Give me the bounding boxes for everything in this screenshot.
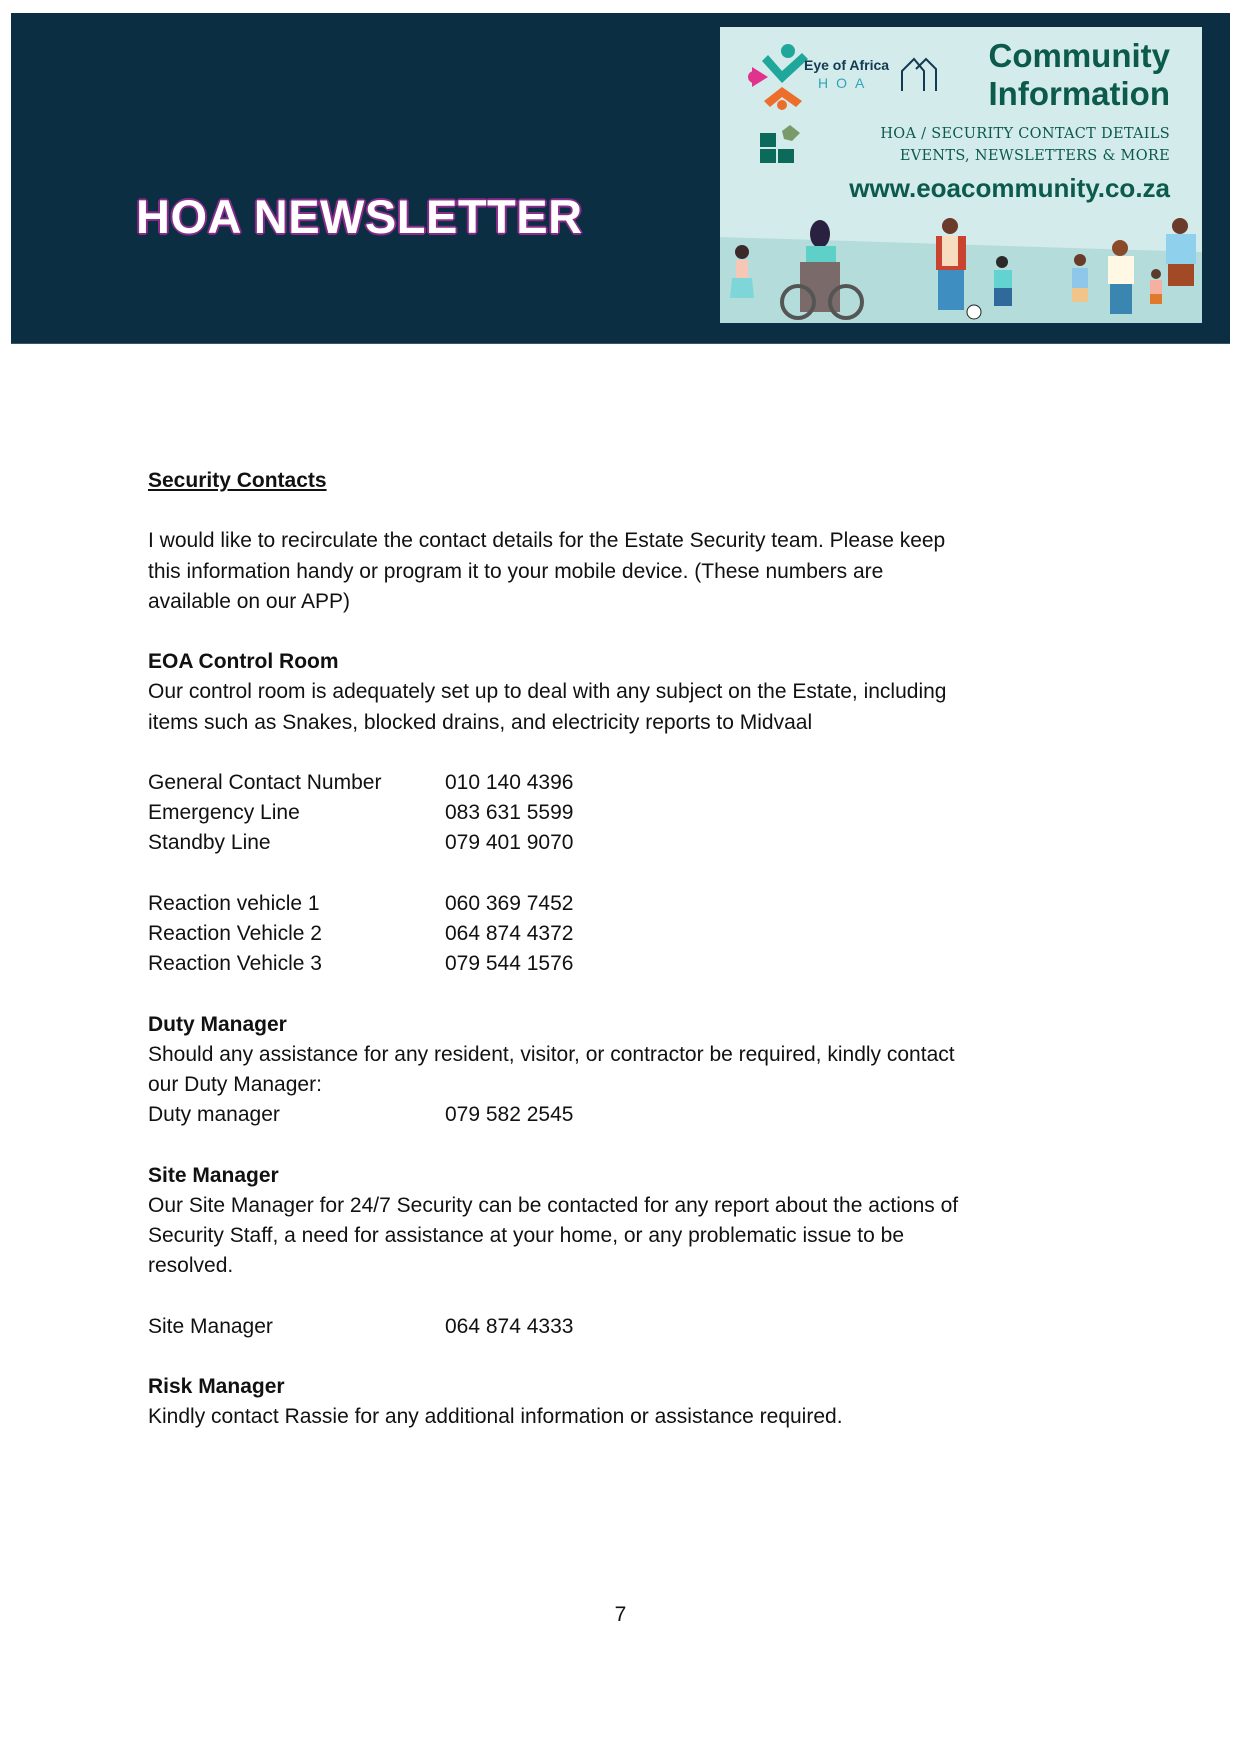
newsletter-banner <box>11 13 1230 344</box>
heading-line-1: Community <box>988 37 1170 74</box>
site-manager-text: Our Site Manager for 24/7 Security can be contacted for any report about the actions of <box>148 1193 959 1217</box>
risk-manager-text: Kindly contact Rassie for any additional information or assistance required. <box>148 1405 843 1429</box>
contact-number[interactable]: 010 140 4396 <box>445 770 574 794</box>
contact-number[interactable]: 079 401 9070 <box>445 831 574 855</box>
heading-line-2: Information <box>988 75 1170 112</box>
site-manager-text: Security Staff, a need for assistance at your home, or any problematic issue to be <box>148 1223 905 1247</box>
duty-manager-text: our Duty Manager: <box>148 1072 322 1096</box>
duty-manager-row <box>148 1100 1098 1130</box>
logo-subtext: HOA <box>818 75 873 91</box>
contact-row <box>148 828 1098 858</box>
vehicle-label: Reaction Vehicle 3 <box>148 952 322 976</box>
community-info-card <box>720 27 1202 323</box>
vehicle-label: Reaction vehicle 1 <box>148 891 320 915</box>
vehicle-number[interactable]: 060 369 7452 <box>445 891 574 915</box>
duty-manager-label: Duty manager <box>148 1103 280 1127</box>
page-number: 7 <box>614 1603 627 1626</box>
banner-title: HOA NEWSLETTER <box>136 190 583 243</box>
site-manager-heading: Site Manager <box>148 1163 279 1187</box>
vehicle-number[interactable]: 079 544 1576 <box>445 952 574 976</box>
intro-line: I would like to recirculate the contact details for the Estate Security team. Please keep <box>148 529 946 553</box>
contact-row <box>148 798 1098 828</box>
control-room-heading: EOA Control Room <box>148 650 339 674</box>
control-room-text: items such as Snakes, blocked drains, and electricity reports to Midvaal <box>148 710 813 734</box>
community-people-illustration-icon <box>720 212 1202 323</box>
contact-label: General Contact Number <box>148 770 382 794</box>
puzzle-icon <box>758 125 804 165</box>
site-manager-text: resolved. <box>148 1254 234 1278</box>
duty-manager-text: Should any assistance for any resident, visitor, or contractor be required, kindly contact <box>148 1042 955 1066</box>
intro-line: available on our APP) <box>148 589 350 613</box>
contact-label: Standby Line <box>148 831 271 855</box>
logo-text: Eye of Africa <box>804 57 890 73</box>
contact-number[interactable]: 083 631 5599 <box>445 801 574 825</box>
site-manager-label: Site Manager <box>148 1314 273 1338</box>
vehicle-row <box>148 949 1098 979</box>
vehicle-row <box>148 919 1098 949</box>
duty-manager-heading: Duty Manager <box>148 1012 287 1036</box>
sub-line-2: EVENTS, NEWSLETTERS & MORE <box>899 148 1170 164</box>
contact-label: Emergency Line <box>148 801 300 825</box>
vehicle-number[interactable]: 064 874 4372 <box>445 921 574 945</box>
community-url: www.eoacommunity.co.za <box>849 173 1170 203</box>
site-manager-number[interactable]: 064 874 4333 <box>445 1314 574 1338</box>
intro-line: this information handy or program it to your mobile device. (These numbers are <box>148 559 884 583</box>
risk-manager-heading: Risk Manager <box>148 1374 285 1398</box>
duty-manager-number[interactable]: 079 582 2545 <box>445 1103 574 1127</box>
vehicle-row <box>148 889 1098 919</box>
sub-line-1: HOA / SECURITY CONTACT DETAILS <box>880 126 1170 142</box>
site-manager-row <box>148 1312 1098 1342</box>
contact-row <box>148 768 1098 798</box>
card-subtitle <box>880 123 1170 167</box>
vehicle-label: Reaction Vehicle 2 <box>148 921 322 945</box>
section-title: Security Contacts <box>148 469 327 492</box>
control-room-text: Our control room is adequately set up to deal with any subject on the Estate, including <box>148 680 947 704</box>
security-contacts-section <box>148 466 1098 1432</box>
card-heading <box>989 37 1171 113</box>
